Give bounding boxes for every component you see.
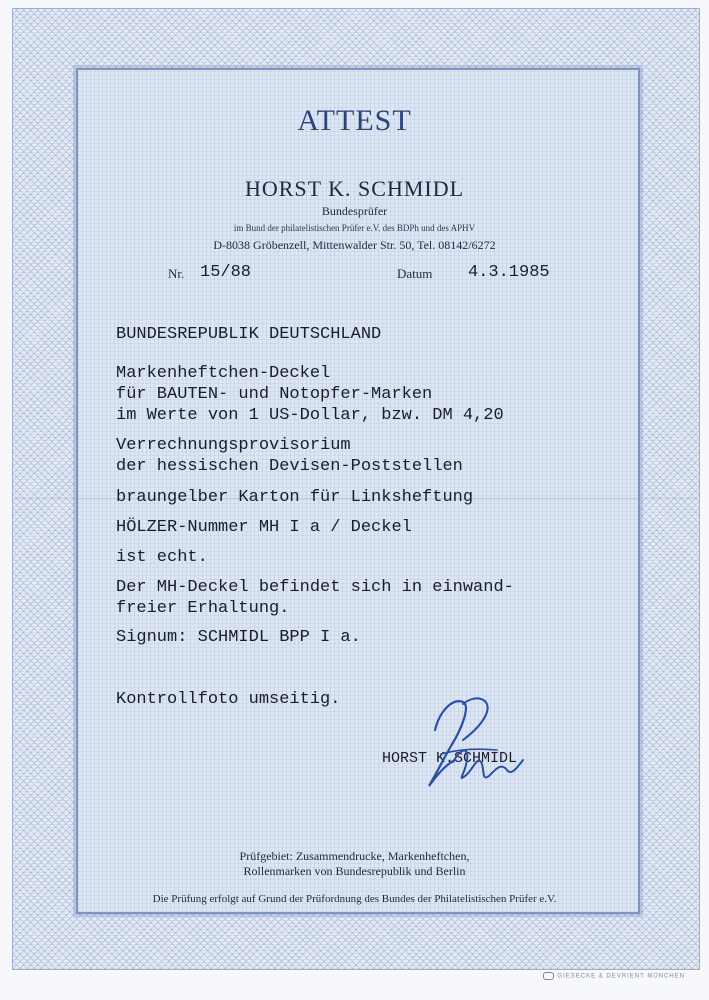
printer-logo-icon: [543, 972, 554, 980]
regulation-line: Die Prüfung erfolgt auf Grund der Prüfordnung des Bundes der Philatelistischen Prüfer e.V.: [152, 893, 557, 905]
photo-note-line: Kontrollfoto umseitig.: [116, 690, 341, 709]
scope-line-1: Prüfgebiet: Zusammendrucke, Markenheftchen,: [239, 849, 470, 863]
scope-line-2: Rollenmarken von Bundesrepublik und Berlin: [243, 864, 466, 878]
catalog-line: HÖLZER-Nummer MH I a / Deckel: [116, 518, 412, 537]
provisional-line-2: der hessischen Devisen-Poststellen: [116, 457, 463, 476]
condition-line-2: freier Erhaltung.: [116, 599, 290, 618]
signature-stroke: [463, 698, 488, 740]
examiner-name: HORST K. SCHMIDL: [244, 176, 465, 201]
printer-imprint-text: GIESECKE & DEVRIENT MÜNCHEN: [557, 973, 685, 980]
condition-line-1: Der MH-Deckel befindet sich in einwand-: [116, 578, 514, 597]
country-line: BUNDESREPUBLIK DEUTSCHLAND: [116, 325, 382, 344]
verdict-line: ist echt.: [116, 548, 208, 567]
item-line-1: Markenheftchen-Deckel: [116, 364, 331, 383]
signature-stroke: [429, 701, 466, 786]
number-label: Nr.: [168, 266, 185, 281]
examiner-affiliation: im Bund der philatelistischen Prüfer e.V. des BDPh und des APHV: [233, 223, 476, 233]
signum-line: Signum: SCHMIDL BPP I a.: [116, 628, 361, 647]
number-value: 15/88: [200, 263, 252, 282]
typed-signature-name: HORST K.SCHMIDL: [382, 750, 518, 767]
examiner-role: Bundesprüfer: [321, 204, 388, 218]
examiner-address: D-8038 Gröbenzell, Mittenwalder Str. 50, Tel. 08142/6272: [213, 238, 496, 252]
item-line-3: im Werte von 1 US-Dollar, bzw. DM 4,20: [116, 406, 504, 425]
date-label: Datum: [397, 266, 433, 281]
printer-imprint: [543, 972, 685, 980]
provisional-line-1: Verrechnungsprovisorium: [116, 436, 351, 455]
certificate-title: ATTEST: [297, 104, 412, 137]
date-value: 4.3.1985: [468, 263, 550, 282]
item-line-2: für BAUTEN- und Notopfer-Marken: [116, 385, 433, 404]
material-line: braungelber Karton für Linksheftung: [116, 488, 474, 507]
signature-stroke: [453, 750, 523, 778]
handwritten-signature: [405, 690, 535, 800]
